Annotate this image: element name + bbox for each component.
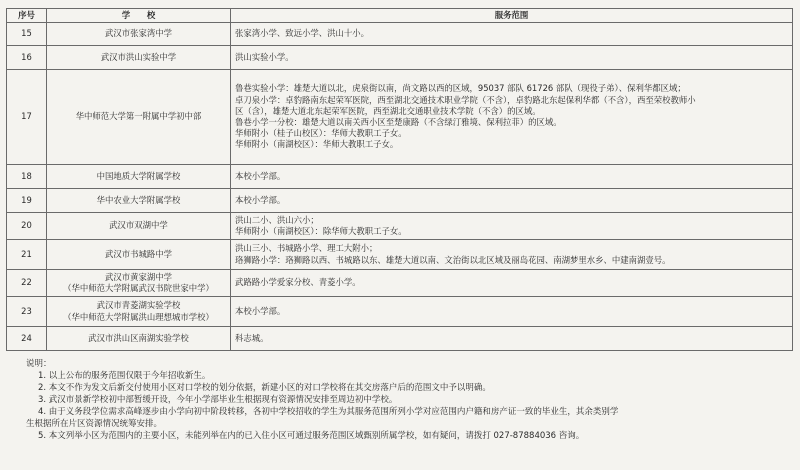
table-row	[7, 327, 793, 351]
table-row	[7, 213, 793, 240]
school-name-line: 中国地质大学附属学校	[96, 170, 181, 181]
school-name-line: 华中农业大学附属学校	[96, 194, 181, 205]
service-scope	[231, 327, 793, 351]
scope-line: 本校小学部。	[235, 170, 286, 181]
school-name	[47, 213, 231, 240]
note-item: 1. 以上公布的服务范围仅限于今年招收新生。	[38, 371, 211, 381]
row-number: 16	[7, 46, 47, 70]
row-number: 19	[7, 189, 47, 213]
service-scope	[231, 70, 793, 165]
school-name-line: 华中师范大学第一附属中学初中部	[75, 111, 202, 122]
scope-line: 卓刀泉小学：卓豹路南东起荣军医院，西至湖北交通技术职业学院（不含），卓豹路北东起保利华都（不含），西至荣校教师小	[235, 94, 696, 105]
scope-line: 本校小学部。	[235, 305, 286, 316]
note-item: 5. 本文列举小区为范围内的主要小区，未能列举在内的已入住小区可通过服务范围区域甄别所属学校，如有疑问，请拨打 027-87884036 咨询。	[38, 431, 585, 441]
school-name-line: 武汉市青菱湖实验学校	[96, 300, 181, 311]
scope-line: 华师附小（南湖校区）：除华师大教职工子女。	[235, 226, 407, 236]
school-name-line: （华中师范大学附属洪山理想城市学校）	[63, 311, 214, 322]
school-name	[47, 327, 231, 351]
school-name	[47, 240, 231, 270]
school-name-line: 武汉市书城路中学	[105, 248, 172, 259]
scope-line: 本校小学部。	[235, 194, 286, 205]
service-scope	[231, 213, 793, 240]
note-item: 4. 由于义务段学位需求高峰逐步由小学向初中阶段转移，各初中学校招收的学生为其服务范围所列小学对应范围内户籍和房产证一致的毕业生，其余类别学	[38, 407, 619, 417]
header-scope: 服务范围	[231, 9, 793, 23]
school-name	[47, 70, 231, 165]
row-number: 17	[7, 70, 47, 165]
row-number: 15	[7, 23, 47, 46]
school-name-line: 武汉市张家湾中学	[105, 28, 172, 39]
school-name	[47, 189, 231, 213]
school-name-line: 武汉市洪山区南湖实验学校	[88, 332, 189, 343]
scope-line: 科志城。	[235, 332, 269, 343]
notes-section	[6, 358, 792, 442]
service-scope	[231, 165, 793, 189]
scope-line: 洪山二小、洪山六小；	[235, 214, 319, 225]
table-row	[7, 46, 793, 70]
table-row	[7, 297, 793, 327]
table-row	[7, 240, 793, 270]
scope-line: 鲁巷小学一分校：雄楚大道以南关西小区至楚康路（不含绿汀雅境、保利拉菲）的区域。	[235, 117, 562, 127]
school-service-table	[6, 8, 793, 351]
service-scope	[231, 46, 793, 70]
scope-line: 洪山实验小学。	[235, 51, 294, 62]
school-name	[47, 23, 231, 46]
header-no: 序号	[7, 9, 47, 23]
row-number: 21	[7, 240, 47, 270]
header-school: 学 校	[47, 9, 231, 23]
scope-line: 洪山三小、书城路小学、理工大附小；	[235, 243, 378, 254]
scope-line: 区（含），雄楚大道北东起荣军医院，西至湖北交通职业技术学院（不含）的区域。	[235, 105, 541, 116]
school-name-line: 武汉市洪山实验中学	[100, 51, 177, 62]
table-row	[7, 189, 793, 213]
table-row	[7, 70, 793, 165]
scope-line: 武路路小学爱家分校、青菱小学。	[235, 277, 361, 288]
table-row	[7, 23, 793, 46]
service-scope	[231, 270, 793, 297]
school-name	[47, 46, 231, 70]
row-number: 18	[7, 165, 47, 189]
scope-line: 华师附小（南湖校区）：华师大教职工子女。	[235, 139, 399, 150]
service-scope	[231, 189, 793, 213]
row-number: 24	[7, 327, 47, 351]
school-name	[47, 270, 231, 297]
scope-line: 张家湾小学、致远小学、洪山十小。	[235, 28, 369, 39]
scope-line: 珞狮路小学：珞狮路以西、书城路以东、雄楚大道以南、文治街以北区域及丽岛花园、南湖梦里水乡、中建南湖壹号。	[235, 254, 671, 265]
table-row	[7, 165, 793, 189]
school-name-line: （华中师范大学附属武汉书院世家中学）	[63, 283, 214, 293]
table-row	[7, 270, 793, 297]
note-item-continued: 生根据所在片区资源情况统筹安排。	[26, 419, 163, 429]
row-number: 20	[7, 213, 47, 240]
service-scope	[231, 297, 793, 327]
row-number: 22	[7, 270, 47, 297]
service-scope	[231, 23, 793, 46]
school-name-line: 武汉市双湖中学	[109, 220, 168, 231]
table-header-row	[7, 9, 793, 23]
notes-title: 说明：	[26, 359, 52, 369]
note-item: 3. 武汉市景新学校初中部暂缓开设，今年小学部毕业生根据现有资源情况安排至周边初中学校。	[38, 395, 398, 405]
school-name	[47, 165, 231, 189]
scope-line: 鲁巷实验小学：雄楚大道以北，虎泉街以南，尚文路以西的区域，95037 部队 61726 部队（现役子弟）、保利华都区域；	[235, 83, 686, 94]
school-name	[47, 297, 231, 327]
school-name-line: 武汉市黄家湖中学	[105, 271, 172, 282]
service-scope	[231, 240, 793, 270]
row-number: 23	[7, 297, 47, 327]
note-item: 2. 本文不作为发文后新交付使用小区对口学校的划分依据，新建小区的对口学校将在其交房落户后的范围文中予以明确。	[38, 383, 491, 393]
scope-line: 华师附小（桂子山校区）：华师大教职工子女。	[235, 128, 407, 139]
document-page	[6, 8, 792, 442]
